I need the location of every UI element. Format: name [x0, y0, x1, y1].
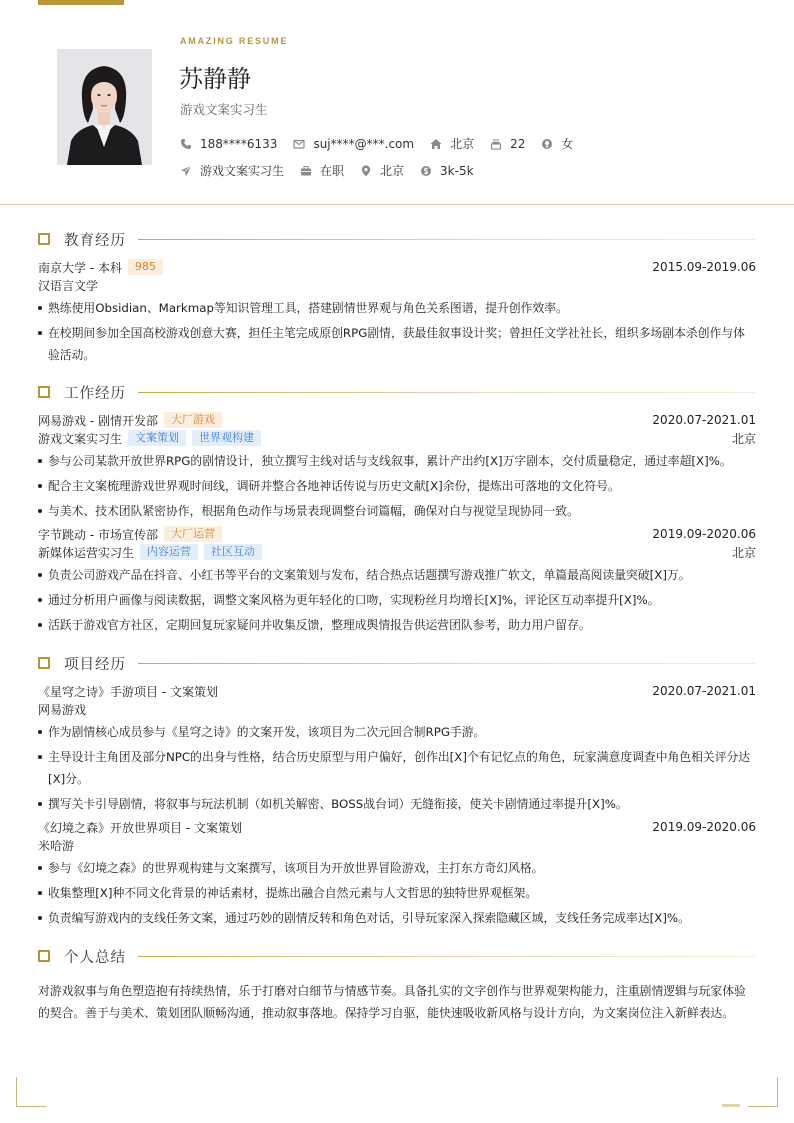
- job-location: 北京: [731, 545, 756, 560]
- job-header-row: [38, 525, 756, 543]
- job-role: 游戏文案实习生: [38, 431, 123, 446]
- section-header: [38, 382, 756, 402]
- section-divider: [138, 663, 756, 664]
- project-org-row: [38, 700, 756, 718]
- project-date: 2020.07-2021.01: [652, 684, 756, 698]
- section-square-icon: [38, 657, 50, 669]
- cake-icon: [490, 138, 502, 150]
- company-tag: 大厂运营: [164, 526, 222, 542]
- project-name: 《幻境之森》开放世界项目 - 文案策划: [38, 820, 242, 835]
- role-tag: 内容运营: [140, 544, 198, 560]
- candidate-job-title: 游戏文案实习生: [180, 102, 268, 117]
- projects-section: [38, 653, 756, 929]
- education-header-row: [38, 258, 756, 276]
- job-header-row: [38, 411, 756, 429]
- section-square-icon: [38, 386, 50, 398]
- intention-status: 在职: [300, 162, 344, 179]
- education-section: [38, 229, 756, 366]
- list-item: 负责编写游戏内的支线任务文案，通过巧妙的剧情反转和角色对话，引导玩家深入探索隐藏区域，支线任务完成率达[X]%。: [38, 907, 756, 929]
- contact-email: suj****@***.com: [293, 137, 414, 151]
- section-divider: [138, 956, 756, 957]
- home-icon: [430, 138, 442, 150]
- education-major-row: [38, 276, 756, 294]
- job-date: 2020.07-2021.01: [652, 413, 756, 427]
- project-org-row: [38, 836, 756, 854]
- section-divider: [138, 392, 756, 393]
- project-org: 米哈游: [38, 838, 75, 853]
- contact-age: 22: [490, 137, 525, 151]
- corner-ornament-bottom-right: [777, 1077, 778, 1107]
- company-name: 网易游戏 - 剧情开发部: [38, 413, 158, 428]
- contact-phone: 188****6133: [180, 137, 277, 151]
- job-role-row: [38, 429, 756, 447]
- summary-section: [38, 946, 756, 1024]
- phone-icon: [180, 138, 192, 150]
- section-divider: [138, 239, 756, 240]
- project-bullets: [38, 721, 756, 815]
- major: 汉语言文学: [38, 278, 99, 293]
- company-tag: 大厂游戏: [164, 412, 222, 428]
- list-item: 通过分析用户画像与阅读数据，调整文案风格为更年轻化的口吻，实现粉丝月均增长[X]%，评论区互动率提升[X]%。: [38, 589, 756, 611]
- role-tag: 社区互动: [204, 544, 262, 560]
- school-name: 南京大学 - 本科: [38, 260, 122, 275]
- project-bullets: [38, 857, 756, 929]
- list-item: 活跃于游戏官方社区，定期回复玩家疑问并收集反馈，整理成舆情报告供运营团队参考，助力用户留存。: [38, 614, 756, 636]
- list-item: 收集整理[X]种不同文化背景的神话素材，提炼出融合自然元素与人文哲思的独特世界观框架。: [38, 882, 756, 904]
- section-header: [38, 653, 756, 673]
- list-item: 在校期间参加全国高校游戏创意大赛，担任主笔完成原创RPG剧情，获最佳叙事设计奖；曾担任文学社社长，组织多场剧本杀创作与体验活动。: [38, 322, 756, 366]
- role-tag: 文案策划: [128, 430, 186, 446]
- corner-accent-bar: [722, 1104, 740, 1107]
- project-header-row: [38, 682, 756, 700]
- project-org: 网易游戏: [38, 702, 87, 717]
- job-location: 北京: [731, 431, 756, 446]
- money-icon: [420, 165, 432, 177]
- mail-icon: [293, 138, 305, 150]
- list-item: 配合主文案梳理游戏世界观时间线，调研并整合各地神话传说与历史文献[X]余份，提炼出可落地的文化符号。: [38, 475, 756, 497]
- project-date: 2019.09-2020.06: [652, 820, 756, 834]
- list-item: 参与《幻境之森》的世界观构建与文案撰写，该项目为开放世界冒险游戏，主打东方奇幻风格。: [38, 857, 756, 879]
- list-item: 作为剧情核心成员参与《星穹之诗》的文案开发，该项目为二次元回合制RPG手游。: [38, 721, 756, 743]
- section-header: [38, 946, 756, 966]
- role-tag: 世界观构建: [192, 430, 261, 446]
- location-pin-icon: [360, 165, 372, 177]
- send-icon: [180, 165, 192, 177]
- intention-position: 游戏文案实习生: [180, 162, 284, 179]
- job-date: 2019.09-2020.06: [652, 527, 756, 541]
- intention-salary: 3k-5k: [420, 164, 474, 178]
- section-title: 项目经历: [64, 656, 126, 673]
- education-bullets: [38, 297, 756, 366]
- school-tag: 985: [128, 259, 163, 275]
- company-name: 字节跳动 - 市场宣传部: [38, 527, 158, 542]
- top-accent-bar: [38, 0, 124, 5]
- candidate-name: 苏静静: [179, 65, 251, 93]
- section-square-icon: [38, 233, 50, 245]
- list-item: 参与公司某款开放世界RPG的剧情设计，独立撰写主线对话与支线叙事，累计产出约[X]万字剧本，交付质量稳定，通过率超[X]%。: [38, 450, 756, 472]
- job-bullets: [38, 564, 756, 636]
- corner-ornament-bottom-left: [16, 1077, 17, 1107]
- header-divider: [0, 204, 794, 205]
- section-title: 工作经历: [64, 385, 126, 402]
- job-role-row: [38, 543, 756, 561]
- corner-ornament-bottom-right: [748, 1106, 778, 1107]
- project-header-row: [38, 818, 756, 836]
- list-item: 负责公司游戏产品在抖音、小红书等平台的文案策划与发布，结合热点话题撰写游戏推广软文，单篇最高阅读量突破[X]万。: [38, 564, 756, 586]
- list-item: 熟练使用Obsidian、Markmap等知识管理工具，搭建剧情世界观与角色关系图谱，提升创作效率。: [38, 297, 756, 319]
- education-date: 2015.09-2019.06: [652, 260, 756, 274]
- section-square-icon: [38, 950, 50, 962]
- intention-city: 北京: [360, 162, 404, 179]
- list-item: 与美术、技术团队紧密协作，根据角色动作与场景表现调整台词篇幅，确保对白与视觉呈现协同一致。: [38, 500, 756, 522]
- project-name: 《星穹之诗》手游项目 - 文案策划: [38, 684, 218, 699]
- work-section: [38, 382, 756, 636]
- contact-row: [180, 135, 589, 152]
- profile-photo: [57, 49, 152, 165]
- job-role: 新媒体运营实习生: [38, 545, 135, 560]
- list-item: 撰写关卡引导剧情，将叙事与玩法机制（如机关解密、BOSS战台词）无缝衔接，使关卡剧情通过率提升[X]%。: [38, 793, 756, 815]
- section-header: [38, 229, 756, 249]
- gender-icon: [541, 138, 553, 150]
- contact-city: 北京: [430, 135, 474, 152]
- briefcase-icon: [300, 165, 312, 177]
- job-intention-row: [180, 162, 490, 179]
- job-bullets: [38, 450, 756, 522]
- summary-text: 对游戏叙事与角色塑造抱有持续热情，乐于打磨对白细节与情感节奏。具备扎实的文字创作与世界观架构能力，注重剧情逻辑与玩家体验的契合。善于与美术、策划团队顺畅沟通，推动叙事落地。保持学习自驱，能快速吸收新风格与设计方向，为文案岗位注入新鲜表达。: [38, 984, 746, 1020]
- corner-ornament-bottom-left: [16, 1106, 46, 1107]
- contact-gender: 女: [541, 135, 573, 152]
- section-title: 教育经历: [64, 232, 126, 249]
- section-title: 个人总结: [64, 949, 126, 966]
- brand-label: AMAZING RESUME: [180, 36, 289, 46]
- list-item: 主导设计主角团及部分NPC的出身与性格，结合历史原型与用户偏好，创作出[X]个有记忆点的角色，玩家满意度调查中角色相关评分达[X]分。: [38, 746, 756, 790]
